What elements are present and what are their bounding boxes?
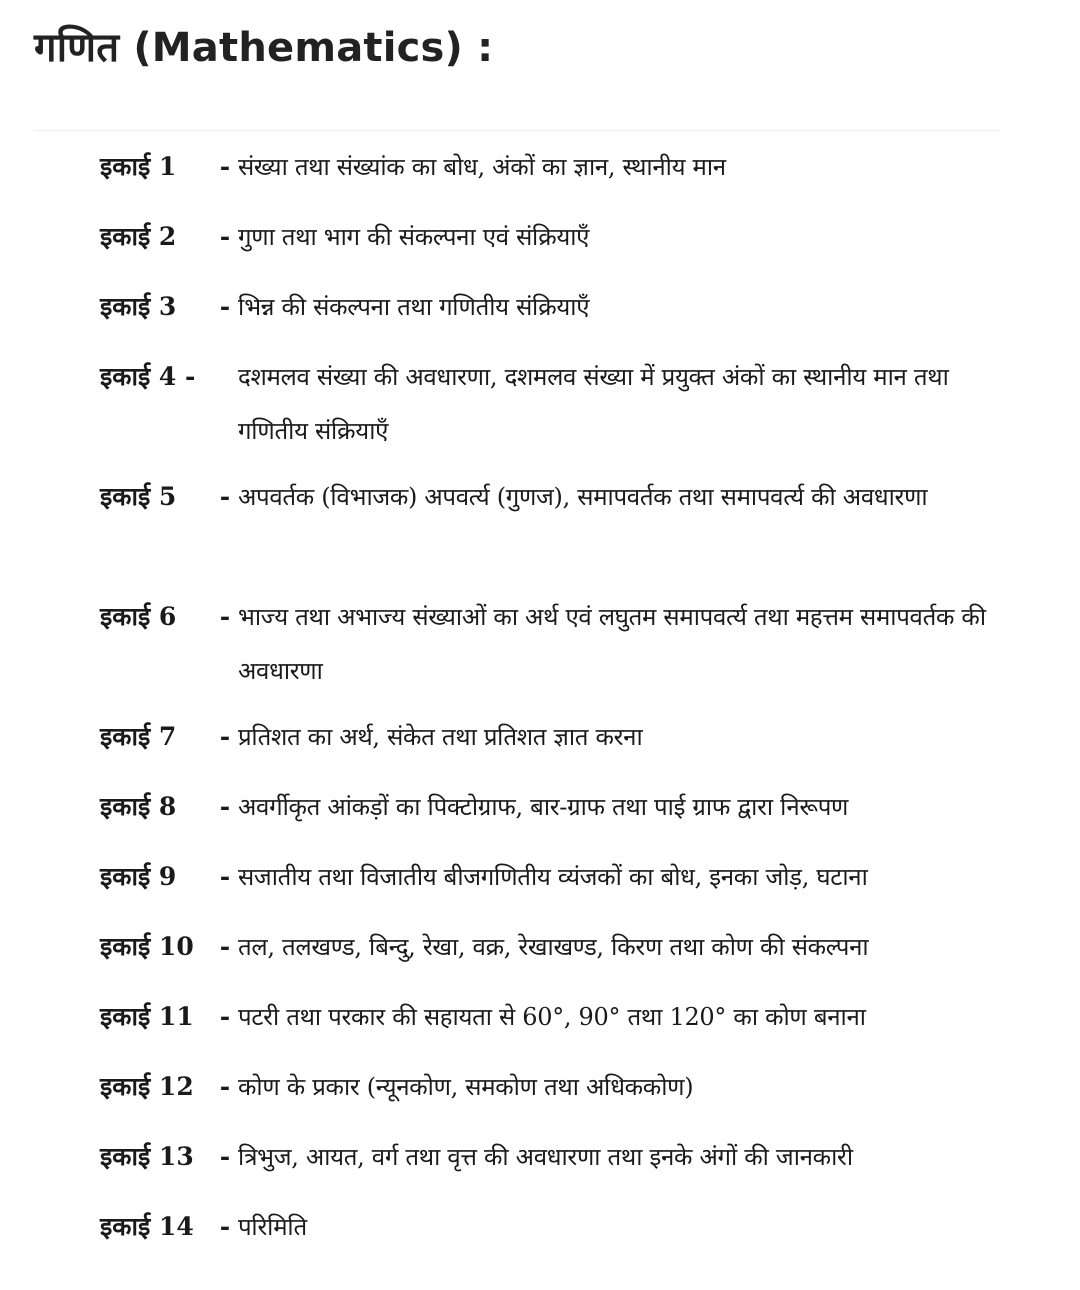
unit-dash: - xyxy=(219,482,231,511)
unit-label: इकाई 10 xyxy=(100,932,194,961)
unit-row-6 xyxy=(100,590,1010,698)
unit-row-12 xyxy=(100,1060,1010,1114)
unit-label: इकाई 9 xyxy=(100,862,177,891)
unit-dash: - xyxy=(219,862,231,891)
unit-description: अवर्गीकृत आंकड़ों का पिक्टोग्राफ, बार-ग्राफ तथा पाई ग्राफ द्वारा निरूपण xyxy=(238,793,849,821)
unit-description: संख्या तथा संख्यांक का बोध, अंकों का ज्ञान, स्थानीय मान xyxy=(238,153,726,181)
unit-dash: - xyxy=(219,722,231,751)
unit-description: सजातीय तथा विजातीय बीजगणितीय व्यंजकों का बोध, इनका जोड़, घटाना xyxy=(238,863,868,891)
unit-label: इकाई 4 - xyxy=(100,362,196,391)
unit-description: पटरी तथा परकार की सहायता से 60°, 90° तथा 120° का कोण बनाना xyxy=(238,1003,866,1031)
unit-dash: - xyxy=(219,1072,231,1101)
title-divider xyxy=(34,130,1000,131)
unit-dash: - xyxy=(219,152,231,181)
unit-row-10 xyxy=(100,920,1010,974)
unit-label: इकाई 3 xyxy=(100,292,177,321)
unit-dash: - xyxy=(219,222,231,251)
unit-description: भिन्न की संकल्पना तथा गणितीय संक्रियाएँ xyxy=(238,293,590,321)
unit-description: गुणा तथा भाग की संकल्पना एवं संक्रियाएँ xyxy=(238,223,590,251)
unit-label: इकाई 6 xyxy=(100,602,177,631)
unit-row-13 xyxy=(100,1130,1010,1184)
unit-description: कोण के प्रकार (न्यूनकोण, समकोण तथा अधिककोण) xyxy=(238,1073,694,1101)
unit-row-7 xyxy=(100,710,1010,764)
unit-label: इकाई 13 xyxy=(100,1142,194,1171)
unit-dash: - xyxy=(219,1142,231,1171)
unit-description: भाज्य तथा अभाज्य संख्याओं का अर्थ एवं लघुतम समापवर्त्य तथा महत्तम समापवर्तक की अवधारणा xyxy=(238,603,986,685)
unit-dash: - xyxy=(219,292,231,321)
unit-description: दशमलव संख्या की अवधारणा, दशमलव संख्या में प्रयुक्त अंकों का स्थानीय मान तथा गणितीय संक्रियाएँ xyxy=(238,363,949,445)
unit-label: इकाई 1 xyxy=(100,152,177,181)
unit-label: इकाई 8 xyxy=(100,792,177,821)
unit-row-14 xyxy=(100,1200,1010,1254)
unit-label: इकाई 7 xyxy=(100,722,177,751)
unit-row-2 xyxy=(100,210,1010,264)
unit-description: तल, तलखण्ड, बिन्दु, रेखा, वक्र, रेखाखण्ड, किरण तथा कोण की संकल्पना xyxy=(238,933,869,961)
unit-dash: - xyxy=(219,1212,231,1241)
unit-row-11 xyxy=(100,990,1010,1044)
unit-row-5 xyxy=(100,470,1010,524)
unit-dash: - xyxy=(219,932,231,961)
unit-label: इकाई 11 xyxy=(100,1002,194,1031)
unit-description: प्रतिशत का अर्थ, संकेत तथा प्रतिशत ज्ञात करना xyxy=(238,723,643,751)
unit-dash: - xyxy=(219,602,231,631)
unit-row-3 xyxy=(100,280,1010,334)
unit-label: इकाई 12 xyxy=(100,1072,194,1101)
unit-label: इकाई 2 xyxy=(100,222,177,251)
unit-row-4 xyxy=(100,350,1010,458)
unit-row-8 xyxy=(100,780,1010,834)
unit-description: परिमिति xyxy=(238,1213,307,1241)
page-title: गणित (Mathematics) : xyxy=(34,25,494,71)
unit-description: अपवर्तक (विभाजक) अपवर्त्य (गुणज), समापवर्तक तथा समापवर्त्य की अवधारणा xyxy=(238,483,928,511)
unit-row-9 xyxy=(100,850,1010,904)
unit-dash: - xyxy=(219,792,231,821)
unit-dash: - xyxy=(219,1002,231,1031)
unit-label: इकाई 5 xyxy=(100,482,177,511)
unit-description: त्रिभुज, आयत, वर्ग तथा वृत्त की अवधारणा तथा इनके अंगों की जानकारी xyxy=(238,1143,853,1171)
unit-label: इकाई 14 xyxy=(100,1212,194,1241)
unit-row-1 xyxy=(100,140,1010,194)
